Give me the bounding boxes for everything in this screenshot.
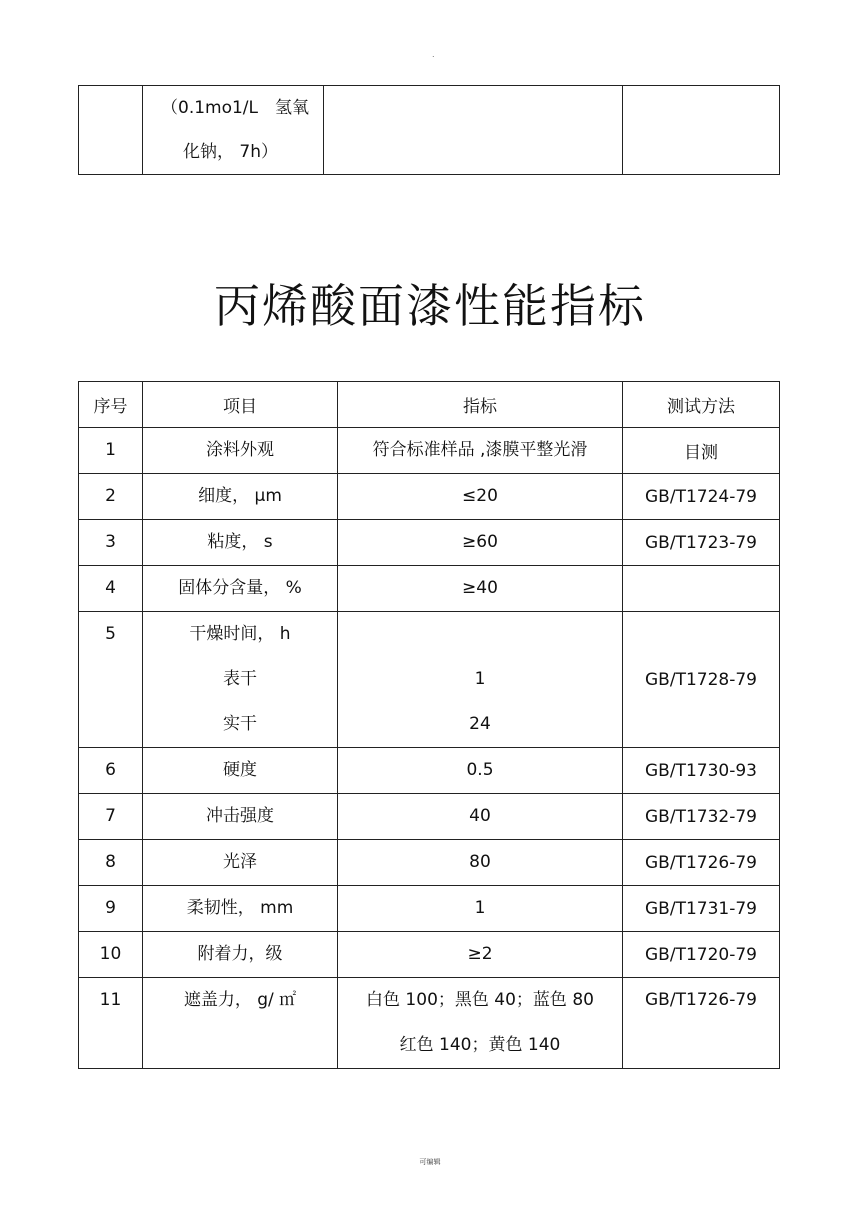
cell-item <box>143 612 338 748</box>
cell-no-text: 11 <box>99 990 122 1010</box>
cell-item-line: 细度， μm <box>198 486 282 506</box>
cell-item <box>143 978 338 1069</box>
cell-no <box>79 978 143 1069</box>
cell-no <box>79 428 143 474</box>
cell-item-line: 表干 <box>223 669 257 689</box>
cell-no-text: 4 <box>105 578 116 598</box>
cell-no-text: 3 <box>105 532 116 552</box>
cell-value <box>338 520 623 566</box>
cell-value-line: 红色 140；黄色 140 <box>399 1035 561 1055</box>
cell-item-line: 柔韧性， mm <box>186 898 294 918</box>
cell-value-line: 白色 100；黑色 40；蓝色 80 <box>366 990 594 1010</box>
header-item: 项目 <box>143 382 338 428</box>
cell-no <box>79 612 143 748</box>
spec-table <box>78 381 780 1069</box>
fragment-cell-empty <box>623 86 780 175</box>
cell-value-line: 40 <box>469 806 491 826</box>
cell-value <box>338 566 623 612</box>
cell-item <box>143 428 338 474</box>
table-row <box>79 978 780 1069</box>
cell-item-line <box>143 1023 337 1068</box>
cell-item-line: 硬度 <box>223 760 257 780</box>
cell-item <box>143 474 338 520</box>
cell-no <box>79 474 143 520</box>
cell-item-line: 光泽 <box>223 852 257 872</box>
header-method: 测试方法 <box>623 382 780 428</box>
cell-value <box>338 428 623 474</box>
cell-method: GB/T1720-79 <box>623 932 780 978</box>
cell-item <box>143 840 338 886</box>
condition-line: 化钠， 7h） <box>183 142 278 162</box>
cell-no-text: 10 <box>99 944 122 964</box>
cell-no-text: 1 <box>105 440 116 460</box>
cell-value-line: ≥2 <box>467 944 493 964</box>
cell-no <box>79 748 143 794</box>
cell-value-line: 1 <box>474 898 486 918</box>
cell-value-line: 24 <box>469 714 491 734</box>
table-row <box>79 794 780 840</box>
cell-item-line: 冲击强度 <box>206 806 274 826</box>
cell-item-line: 固体分含量， % <box>178 578 302 598</box>
header-no: 序号 <box>79 382 143 428</box>
fragment-cell-empty <box>79 86 143 175</box>
table-row <box>79 612 780 748</box>
cell-value-line: ≥40 <box>462 578 498 598</box>
table-row <box>79 566 780 612</box>
cell-value <box>338 978 623 1069</box>
cell-value <box>338 932 623 978</box>
table-row <box>79 474 780 520</box>
cell-method: GB/T1726-79 <box>623 978 780 1069</box>
cell-no-text: 7 <box>105 806 116 826</box>
cell-no <box>79 566 143 612</box>
fragment-cell-empty <box>324 86 623 175</box>
fragment-row <box>79 86 780 175</box>
cell-value-line <box>338 612 622 657</box>
table-row <box>79 520 780 566</box>
cell-no-text: 5 <box>105 624 116 644</box>
header-value: 指标 <box>338 382 623 428</box>
cell-value <box>338 794 623 840</box>
cell-value <box>338 474 623 520</box>
cell-value <box>338 840 623 886</box>
cell-value-line: ≥60 <box>462 532 498 552</box>
page-title: 丙烯酸面漆性能指标 <box>214 279 646 333</box>
cell-item <box>143 520 338 566</box>
cell-item-line: 干燥时间， h <box>189 624 291 644</box>
table-row <box>79 932 780 978</box>
cell-no-text: 6 <box>105 760 116 780</box>
table-row <box>79 748 780 794</box>
cell-no <box>79 932 143 978</box>
cell-no-text: 8 <box>105 852 116 872</box>
cell-method: GB/T1724-79 <box>623 474 780 520</box>
cell-item <box>143 932 338 978</box>
cell-no-text: 2 <box>105 486 116 506</box>
cell-method: GB/T1731-79 <box>623 886 780 932</box>
cell-value <box>338 886 623 932</box>
cell-item <box>143 794 338 840</box>
cell-no-text: 9 <box>105 898 116 918</box>
cell-no <box>79 520 143 566</box>
cell-item-line: 遮盖力， g/ ㎡ <box>183 990 297 1010</box>
table-header-row <box>79 382 780 428</box>
cell-method: GB/T1723-79 <box>623 520 780 566</box>
cell-value-line: 1 <box>474 669 486 689</box>
cell-value <box>338 612 623 748</box>
previous-table-fragment <box>78 85 780 175</box>
cell-item <box>143 748 338 794</box>
cell-method: GB/T1732-79 <box>623 794 780 840</box>
table-row <box>79 886 780 932</box>
cell-value-line: 80 <box>469 852 491 872</box>
cell-method: GB/T1728-79 <box>623 612 780 748</box>
cell-item <box>143 886 338 932</box>
cell-method: 目测 <box>623 428 780 474</box>
cell-method <box>623 566 780 612</box>
cell-item-line: 附着力，级 <box>197 944 283 964</box>
table-row <box>79 428 780 474</box>
cell-value-line: 符合标准样品 ,漆膜平整光滑 <box>372 440 588 460</box>
cell-method: GB/T1726-79 <box>623 840 780 886</box>
cell-item <box>143 566 338 612</box>
cell-no <box>79 794 143 840</box>
cell-item-line: 实干 <box>223 714 257 734</box>
table-row <box>79 840 780 886</box>
cell-no <box>79 886 143 932</box>
footer-note: 可编辑 <box>419 1158 441 1166</box>
cell-no <box>79 840 143 886</box>
fragment-condition-cell <box>143 86 324 175</box>
cell-method: GB/T1730-93 <box>623 748 780 794</box>
cell-value-line: ≤20 <box>462 486 498 506</box>
cell-item-line: 涂料外观 <box>206 440 274 460</box>
cell-value <box>338 748 623 794</box>
cell-item-line: 粘度， s <box>207 532 273 552</box>
header-dot: . <box>432 50 435 59</box>
condition-line: （0.1mo1/L 氢氧 <box>161 98 310 118</box>
cell-value-line: 0.5 <box>466 760 494 780</box>
